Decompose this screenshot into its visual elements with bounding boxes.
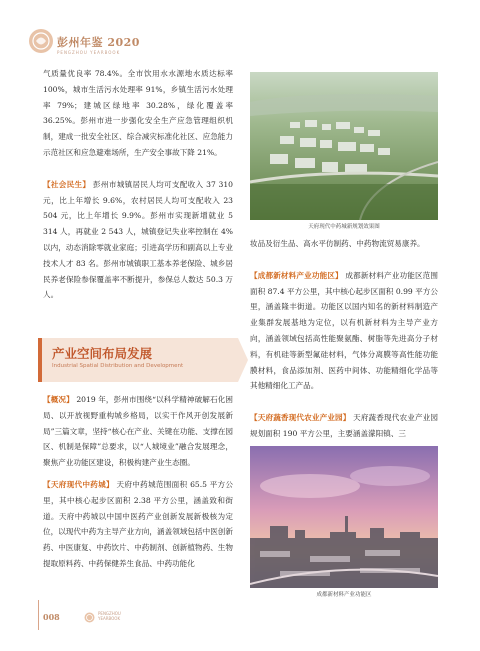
new-materials-tag: 【成都新材料产业功能区】 [250,270,343,280]
page-header [0,0,480,62]
section-banner [38,338,238,382]
tcm-city-rendering-photo [250,72,438,220]
yearbook-title: 彭州年鉴 2020 [57,36,140,49]
new-materials-zone-photo [250,446,438,588]
environment-paragraph: 气质量优良率 78.4%。全市饮用水水源地水质达标率 100%，城市生活污水处理率 91%，乡镇生活污水处理率 79%；建城区绿地率 30.28%，绿化覆盖率 36.25%。彭州市进一步强化安全生产应急管理组织机制，建成一批安全社区、综合减灾标准化社区、应急能力示范社区和应急避难场所，生产安全事故下降 21%。 [43,69,233,157]
new-materials-text: 成都新材料产业功能区范围面积 87.4 平方公里，其中核心起步区面积 0.99 平方公里，涵盖隆丰街道。功能区以国内知名的新材料制造产业集群发展基地为定位，以有机新材料为主导产业方向，涵盖领域包括高性能聚氨酯、树脂等先进高分子材料，有机硅等新型氟硅材料，气体分离膜等高性能功能膜材料，食品添加剂、医药中间体、功能精细化学品等其他精细化工产品。 [250,270,439,391]
tcm-city-tag: 【天府现代中药城】 [43,479,114,489]
social-livelihood-tag: 【社会民生】 [43,179,91,189]
overview-text: 2019 年，彭州市围绕“以科学精神破解石化困局、以开放视野重构城乡格局，以实干作风开创发展新局”三篇文章，坚持“核心在产业、关键在功能、支撑在园区、机制是保障”总要求，以“人城境业”融合发展理念，聚焦产业功能区建设，积极构建产业生态圈。 [43,395,234,468]
banner-accent-bar [38,338,42,382]
agriculture-park-paragraph [250,410,438,442]
left-column-upper [43,66,233,303]
agriculture-park-tag: 【天府蔬香现代农业产业园】 [250,413,351,423]
overview-paragraph [43,392,233,471]
agriculture-park-text: 天府蔬香现代农业产业园规划面积 190 平方公里，主要涵盖濛阳镇、三 [250,413,439,438]
overview-tag: 【概况】 [43,395,74,404]
social-livelihood-text: 彭州市城镇居民人均可支配收入 37 310 元，比上年增长 9.6%，农村居民人均可支配收入 23 504 元，比上年增长 9.9%。彭州市实现新增就业 5 314 人，再就业 2 543 人，城镇登记失业率控制在 4%以内，动态消除零就业家庭；引进高学历和副高以上专业技术人才 83 名。彭州市城镇职工基本养老保险、城乡居民养老保险参保覆盖率不断提升，参保总人数达 50.3 万人。 [43,179,234,300]
left-column-lower [43,392,233,572]
tcm-city-text: 天府中药城范围面积 65.5 平方公里，其中核心起步区面积 2.38 平方公里，涵盖致和街道。天府中药城以中国中医药产业创新发展新极核为定位，以现代中药为主导产业方向，涵盖领域包括中医创新药、中医康复、中药饮片、中药制剂、创新植物药、生物提取原料药、中药保健养生食品、中药功能化 [43,479,234,568]
right-column-text [250,236,438,442]
new-materials-paragraph [250,268,438,394]
social-livelihood-paragraph [43,177,233,303]
photo-caption-2: 成都新材料产业功能区 [316,592,372,598]
industrial-zone-image [250,446,438,588]
banner-arrow [238,338,248,382]
section-title-english: Industrial Spatial Distribution and Development [52,363,184,369]
tcm-city-continued: 妆品及衍生品、高水平仿制药、中药物流贸易康养。 [250,239,425,248]
yearbook-logo-icon [28,28,54,54]
footer-divider [38,600,39,630]
tcm-city-paragraph [43,477,233,572]
section-title: 产业空间布局发展 [52,346,153,361]
aerial-city-image [250,72,438,220]
footer-logo-icon [84,612,95,623]
yearbook-subtitle: PENGZHOU YEARBOOK [57,50,121,55]
page-number: 008 [43,612,60,622]
photo-caption-1: 天府现代中药城新规划效果图 [308,224,380,230]
footer-brand: PENGZHOU YEARBOOK [98,611,121,621]
